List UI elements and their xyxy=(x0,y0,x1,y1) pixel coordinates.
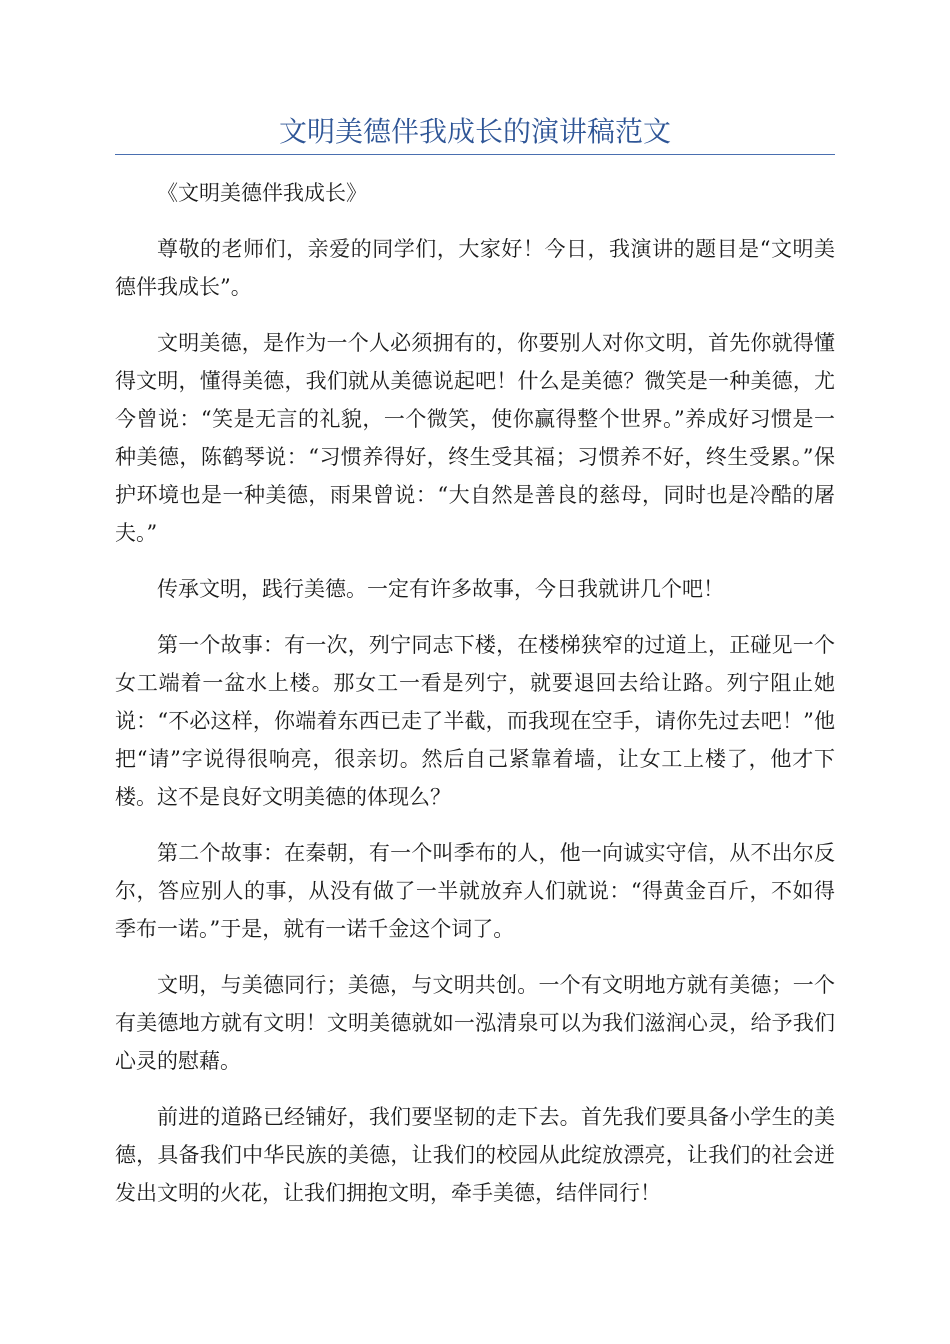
paragraph: 文明美德，是作为一个人必须拥有的，你要别人对你文明，首先你就得懂得文明，懂得美德，我们就从美德说起吧！什么是美德？微笑是一种美德，尤今曾说：“笑是无言的礼貌，一个微笑，使你赢得整个世界。”养成好习惯是一种美德，陈鹤琴说：“习惯养得好，终生受其福；习惯养不好，终生受累。”保护环境也是一种美德，雨果曾说：“大自然是善良的慈母，同时也是冷酷的屠夫。” xyxy=(115,331,835,545)
document-title: 文明美德伴我成长的演讲稿范文 xyxy=(278,115,671,148)
document-body xyxy=(115,174,835,1230)
paragraph: 第一个故事：有一次，列宁同志下楼，在楼梯狭窄的过道上，正碰见一个女工端着一盆水上楼。那女工一看是列宁，就要退回去给让路。列宁阻止她说：“不必这样，你端着东西已走了半截，而我现在空手，请你先过去吧！”他把“请”字说得很响亮，很亲切。然后自己紧靠着墙，让女工上楼了，他才下楼。这不是良好文明美德的体现么？ xyxy=(115,633,835,809)
title-underline xyxy=(115,154,835,155)
paragraph: 文明，与美德同行；美德，与文明共创。一个有文明地方就有美德；一个有美德地方就有文明！文明美德就如一泓清泉可以为我们滋润心灵，给予我们心灵的慰藉。 xyxy=(115,973,835,1073)
paragraph: 第二个故事：在秦朝，有一个叫季布的人，他一向诚实守信，从不出尔反尔，答应别人的事，从没有做了一半就放弃人们就说：“得黄金百斤，不如得季布一诺。”于是，就有一诺千金这个词了。 xyxy=(115,841,835,941)
paragraph: 传承文明，践行美德。一定有许多故事，今日我就讲几个吧！ xyxy=(157,577,724,601)
paragraph: 尊敬的老师们，亲爱的同学们，大家好！今日，我演讲的题目是“文明美德伴我成长”。 xyxy=(115,237,835,299)
paragraph-subtitle: 《文明美德伴我成长》 xyxy=(157,181,367,205)
paragraph: 前进的道路已经铺好，我们要坚韧的走下去。首先我们要具备小学生的美德，具备我们中华民族的美德，让我们的校园从此绽放漂亮，让我们的社会迸发出文明的火花，让我们拥抱文明，牵手美德，结伴同行！ xyxy=(115,1105,835,1205)
